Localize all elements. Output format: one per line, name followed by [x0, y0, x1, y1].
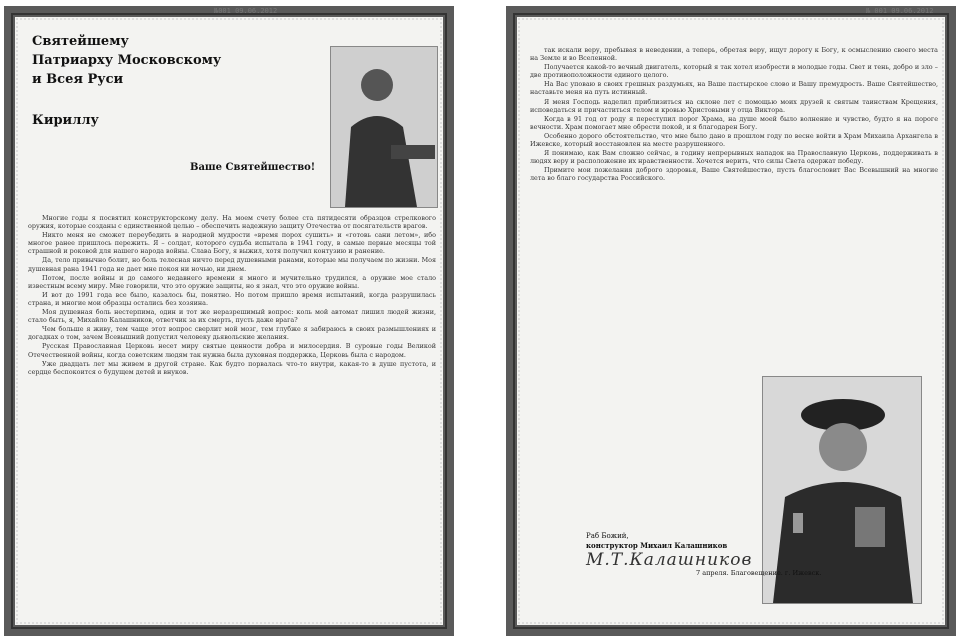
- letter-paragraph: Русская Православная Церковь несет миру святые ценности добра и милосердия. В суровые годы Великой Отечественной войны, когда советским людям так нужна была духовная поддержка, Церковь была с народом.: [28, 342, 436, 359]
- addressee-line: Патриарху Московскому: [32, 53, 222, 68]
- letter-paragraph: Получается какой-то вечный двигатель, который я так хотел изобрести в молодые годы. Свет и тень, добро и зло – две противоположности единого целого.: [530, 63, 938, 80]
- letter-paragraph: так искали веру, пребывая в неведении, а теперь, обретая веру, ищут дорогу к Богу, к осмыслению своего места на Земле и во Вселенной.: [530, 46, 938, 63]
- sign-line: конструктор Михаил Калашников: [586, 541, 728, 550]
- letter-paragraph: Я понимаю, как Вам сложно сейчас, в годину непрерывных нападок на Православную Церковь, поддерживать в людях веру и расположение их нравственности. Хочется верить, что силы Света одержат победу.: [530, 149, 938, 166]
- date-place: 7 апреля. Благовещение. г. Ижевск.: [696, 569, 822, 577]
- letter-body-left: [28, 214, 436, 377]
- letter-paragraph: Я меня Господь наделил приблизиться на склоне лет с помощью моих друзей к святым таинствам Крещения, исповедаться и причаститься телом и кровью Христовыми у отца Виктора.: [530, 97, 938, 114]
- letter-paragraph: Уже двадцать лет мы живем в другой стране. Как будто порвалась что-то внутри, какая-то в душе пустота, и сердце беспокоится о будущем детей и внуков.: [28, 359, 436, 376]
- sign-line: Раб Божий,: [586, 532, 629, 540]
- salutation-heading: Ваше Святейшество!: [190, 162, 316, 173]
- handwritten-signature: М.Т.Калашников: [586, 550, 753, 570]
- addressee-line: Святейшему: [32, 34, 129, 49]
- addressee-name: Кириллу: [32, 113, 99, 128]
- letter-paragraph: Особенно дорого обстоятельство, что мне было дано в прошлом году по весне войти в Храм Михаила Архангела в Ижевске, который восстановлен на месте разрушенного.: [530, 131, 938, 149]
- letter-body-right: [530, 46, 938, 184]
- signature-block: [586, 532, 821, 578]
- letter-paragraph: Да, тело привычно болит, но боль телесная ничто перед душевными ранами, которые мы получаем по жизни. Моя душевная рана 1941 года не дает мне покоя ни ночью, ни днем.: [28, 256, 436, 273]
- addressee-line: и Всея Руси: [32, 72, 124, 87]
- letter-paragraph: Чем больше я живу, тем чаще этот вопрос сверлит мой мозг, тем глубже я забираюсь в своих размышлениях и догадках о том, зачем Всевышний допустил человеку дьявольские желания.: [28, 325, 436, 342]
- letter-paragraph: Никто меня не сможет переубедить в народной мудрости «время порох сушить» и «готовь сани летом», ибо многое ранее пришлось пережить. Я – солдат, которого судьба испытала в 1941 году, в самые первые месяцы той страшной и роковой для нашего народа войны. Слава Богу, я выжил, хотя получил контузию и ранение.: [28, 231, 436, 256]
- young-kalashnikov-photo: [330, 46, 438, 208]
- portrait-silhouette-icon: [331, 47, 437, 207]
- letter-paragraph: И вот до 1991 года все было, казалось бы, понятно. Но потом пришло время испытаний, когда разрушилась страна, и многие мои образцы остались без хозяина.: [28, 290, 436, 307]
- letter-paragraph: На Вас уповаю в своих грешных раздумьях, на Ваше пастырское слово и Вашу премудрость. Ваше Святейшество, наставьте меня на путь истинный.: [530, 80, 938, 97]
- letter-paragraph: Потом, после войны и до самого недавнего времени я много и мучительно трудился, а оружие мое стало известным всему миру. Мне говорили, что это оружие защиты, но я знал, что это оружие войны.: [28, 273, 436, 290]
- left-page: [4, 6, 454, 636]
- letter-paragraph: Примите мои пожелания доброго здоровья, Ваше Святейшество, пусть благословит Вас Всевышний на многие лета во благо государства Российского.: [530, 166, 938, 183]
- archive-stamp-right: № 001 09.06.2012: [866, 7, 934, 15]
- archive-stamp-left: №001 09.06.2012: [214, 7, 278, 15]
- right-page: [506, 6, 956, 636]
- letter-paragraph: Когда в 91 год от роду я переступил порог Храма, на душе моей было волнение и чувство, будто я на пороге вечности. Храм помогает мне обрести покой, и я благодарен Богу.: [530, 114, 938, 131]
- letter-paragraph: Многие годы я посвятил конструкторскому делу. На моем счету более ста пятидесяти образцов стрелкового оружия, которые созданы с единственной целью – обеспечить надежную защиту Отечества от посягательств врагов.: [28, 214, 436, 231]
- addressee-block: [32, 32, 221, 130]
- letter-paragraph: Моя душевная боль нестерпима, один и тот же неразрешимый вопрос: коль мой автомат лишил людей жизни, стало быть, я, Михайло Калашников, ответчик за их смерть, пусть даже врага?: [28, 308, 436, 325]
